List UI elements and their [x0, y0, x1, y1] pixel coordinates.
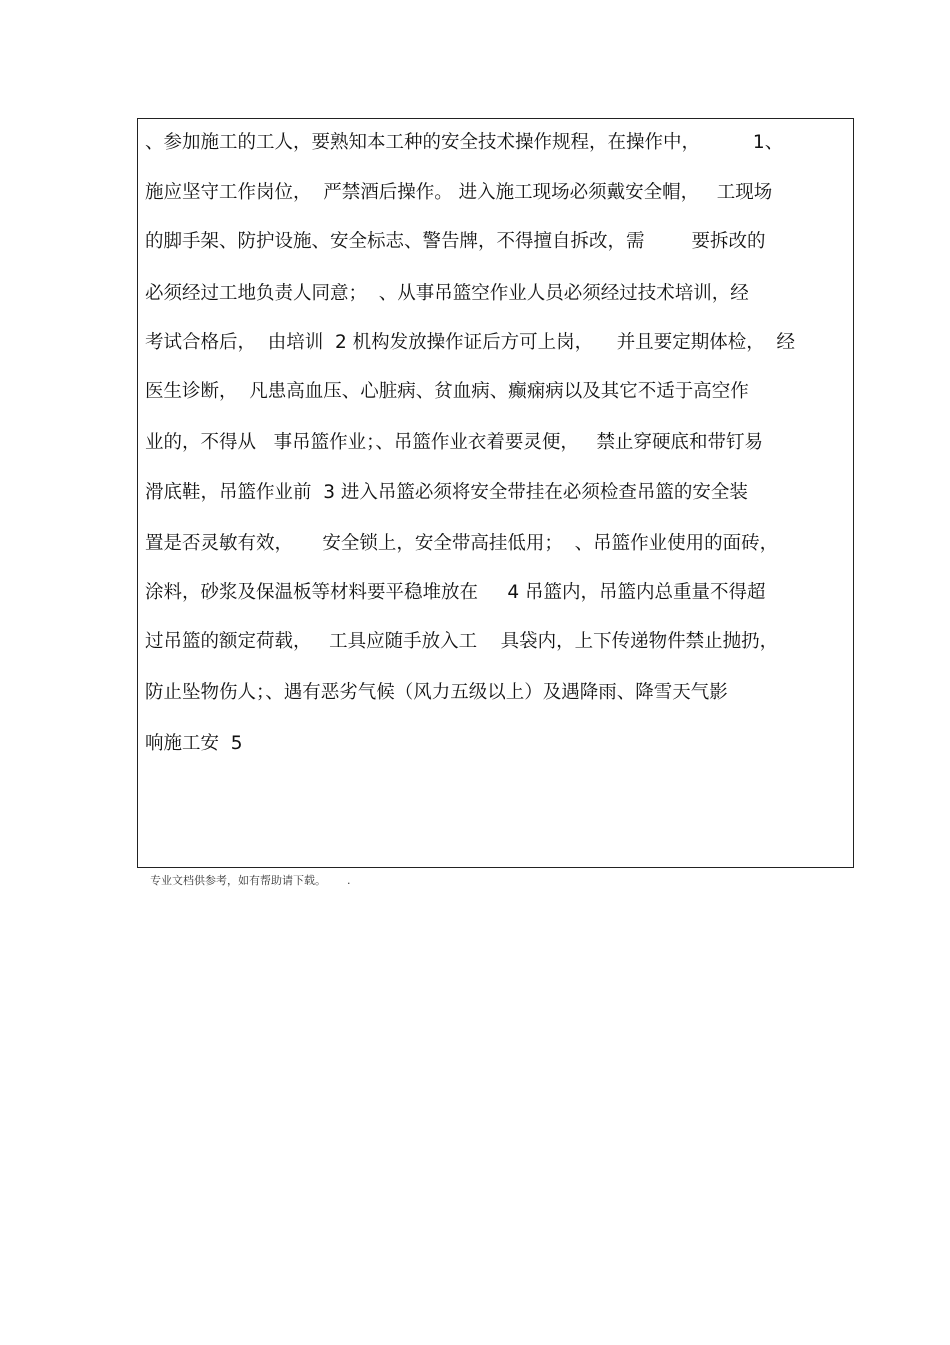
text-line: 必须经过工地负责人同意； 、从事吊篮空作业人员必须经过技术培训，经: [145, 283, 749, 304]
footer-note: 专业文档供参考，如有帮助请下载。 .: [150, 874, 351, 887]
text-line: 置是否灵敏有效， 安全锁上，安全带高挂低用； 、吊篮作业使用的面砖，: [145, 533, 779, 554]
text-line: 考试合格后， 由培训 2 机构发放操作证后方可上岗， 并且要定期体检， 经: [145, 332, 795, 353]
text-line: 响施工安 5: [145, 733, 243, 754]
text-line: 过吊篮的额定荷载， 工具应随手放入工 具袋内，上下传递物件禁止抛扔，: [145, 631, 779, 652]
text-line: 、参加施工的工人，要熟知本工种的安全技术操作规程，在操作中， 1、: [145, 132, 784, 153]
text-line: 防止坠物伤人；、遇有恶劣气候（风力五级以上）及遇降雨、降雪天气影: [145, 682, 728, 703]
text-line: 滑底鞋，吊篮作业前 3 进入吊篮必须将安全带挂在必须检查吊篮的安全装: [145, 482, 748, 503]
text-line: 业的，不得从 事吊篮作业；、吊篮作业衣着要灵便， 禁止穿硬底和带钉易: [145, 432, 764, 453]
text-line: 医生诊断， 凡患高血压、心脏病、贫血病、癫痫病以及其它不适于高空作: [145, 381, 749, 402]
safety-rules-text-box: [137, 118, 854, 868]
text-line: 施应坚守工作岗位， 严禁酒后操作。 进入施工现场必须戴安全帽， 工现场: [145, 182, 773, 203]
text-line: 的脚手架、防护设施、安全标志、警告牌，不得擅自拆改，需 要拆改的: [145, 231, 766, 252]
text-line: 涂料，砂浆及保温板等材料要平稳堆放在 4 吊篮内，吊篮内总重量不得超: [145, 582, 766, 603]
